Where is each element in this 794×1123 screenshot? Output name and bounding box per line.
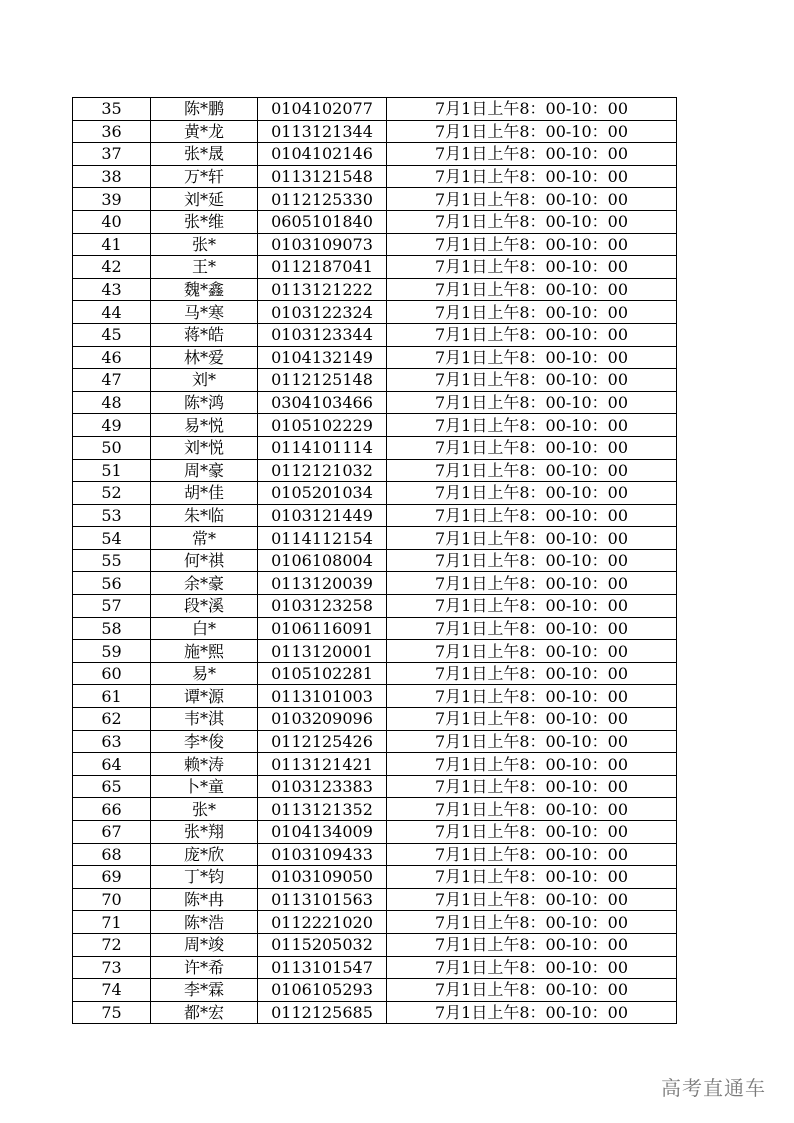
row-number-cell: 72 xyxy=(73,933,151,956)
student-id-cell: 0605101840 xyxy=(258,210,387,233)
student-id-cell: 0105102281 xyxy=(258,662,387,685)
student-id-cell: 0104102146 xyxy=(258,143,387,166)
student-id-cell: 0113121222 xyxy=(258,278,387,301)
student-id-cell: 0103123344 xyxy=(258,323,387,346)
row-number-cell: 69 xyxy=(73,866,151,889)
student-name-cell: 黄*龙 xyxy=(151,120,258,143)
table-row xyxy=(73,256,677,279)
table-row xyxy=(73,323,677,346)
student-name-cell: 蒋*皓 xyxy=(151,323,258,346)
student-name-cell: 赖*涛 xyxy=(151,753,258,776)
table-row xyxy=(73,527,677,550)
student-name-cell: 张* xyxy=(151,233,258,256)
student-name-cell: 李*俊 xyxy=(151,730,258,753)
table-row xyxy=(73,369,677,392)
exam-time-cell: 7月1日上午8：00-10：00 xyxy=(387,391,677,414)
exam-time-cell: 7月1日上午8：00-10：00 xyxy=(387,685,677,708)
student-id-cell: 0112187041 xyxy=(258,256,387,279)
student-id-cell: 0114112154 xyxy=(258,527,387,550)
exam-time-cell: 7月1日上午8：00-10：00 xyxy=(387,595,677,618)
row-number-cell: 43 xyxy=(73,278,151,301)
student-name-cell: 张*维 xyxy=(151,210,258,233)
table-row xyxy=(73,662,677,685)
student-name-cell: 李*霖 xyxy=(151,979,258,1002)
row-number-cell: 55 xyxy=(73,549,151,572)
exam-time-cell: 7月1日上午8：00-10：00 xyxy=(387,866,677,889)
student-name-cell: 庞*欣 xyxy=(151,843,258,866)
table-row xyxy=(73,685,677,708)
row-number-cell: 47 xyxy=(73,369,151,392)
table-row xyxy=(73,165,677,188)
student-id-cell: 0103109050 xyxy=(258,866,387,889)
exam-time-cell: 7月1日上午8：00-10：00 xyxy=(387,753,677,776)
student-id-cell: 0115205032 xyxy=(258,933,387,956)
table-row xyxy=(73,549,677,572)
exam-time-cell: 7月1日上午8：00-10：00 xyxy=(387,482,677,505)
exam-time-cell: 7月1日上午8：00-10：00 xyxy=(387,143,677,166)
student-name-cell: 白* xyxy=(151,617,258,640)
student-id-cell: 0113120001 xyxy=(258,640,387,663)
student-name-cell: 万*轩 xyxy=(151,165,258,188)
student-name-cell: 魏*鑫 xyxy=(151,278,258,301)
row-number-cell: 40 xyxy=(73,210,151,233)
student-name-cell: 张*翔 xyxy=(151,821,258,844)
exam-schedule-body xyxy=(73,98,677,1024)
student-id-cell: 0112125426 xyxy=(258,730,387,753)
student-id-cell: 0105102229 xyxy=(258,414,387,437)
table-row xyxy=(73,798,677,821)
student-id-cell: 0113101563 xyxy=(258,888,387,911)
table-row xyxy=(73,911,677,934)
exam-time-cell: 7月1日上午8：00-10：00 xyxy=(387,956,677,979)
student-name-cell: 胡*佳 xyxy=(151,482,258,505)
table-row xyxy=(73,301,677,324)
row-number-cell: 56 xyxy=(73,572,151,595)
row-number-cell: 39 xyxy=(73,188,151,211)
row-number-cell: 64 xyxy=(73,753,151,776)
student-id-cell: 0113121352 xyxy=(258,798,387,821)
row-number-cell: 41 xyxy=(73,233,151,256)
row-number-cell: 38 xyxy=(73,165,151,188)
table-row xyxy=(73,572,677,595)
row-number-cell: 51 xyxy=(73,459,151,482)
student-name-cell: 陈*浩 xyxy=(151,911,258,934)
watermark-text: 高考直通车 xyxy=(661,1076,766,1100)
student-id-cell: 0112125685 xyxy=(258,1001,387,1024)
table-row xyxy=(73,98,677,121)
table-row xyxy=(73,188,677,211)
student-name-cell: 陈*鹏 xyxy=(151,98,258,121)
student-id-cell: 0103122324 xyxy=(258,301,387,324)
student-name-cell: 卜*童 xyxy=(151,775,258,798)
row-number-cell: 48 xyxy=(73,391,151,414)
table-row xyxy=(73,143,677,166)
student-id-cell: 0112221020 xyxy=(258,911,387,934)
student-name-cell: 张* xyxy=(151,798,258,821)
table-row xyxy=(73,979,677,1002)
student-name-cell: 丁*钧 xyxy=(151,866,258,889)
exam-time-cell: 7月1日上午8：00-10：00 xyxy=(387,527,677,550)
student-name-cell: 易*悦 xyxy=(151,414,258,437)
exam-time-cell: 7月1日上午8：00-10：00 xyxy=(387,188,677,211)
table-row xyxy=(73,1001,677,1024)
exam-time-cell: 7月1日上午8：00-10：00 xyxy=(387,414,677,437)
student-name-cell: 许*希 xyxy=(151,956,258,979)
student-name-cell: 都*宏 xyxy=(151,1001,258,1024)
student-id-cell: 0103209096 xyxy=(258,708,387,731)
exam-time-cell: 7月1日上午8：00-10：00 xyxy=(387,821,677,844)
exam-time-cell: 7月1日上午8：00-10：00 xyxy=(387,323,677,346)
student-name-cell: 陈*冉 xyxy=(151,888,258,911)
exam-time-cell: 7月1日上午8：00-10：00 xyxy=(387,436,677,459)
student-id-cell: 0106108004 xyxy=(258,549,387,572)
row-number-cell: 36 xyxy=(73,120,151,143)
exam-time-cell: 7月1日上午8：00-10：00 xyxy=(387,459,677,482)
table-row xyxy=(73,482,677,505)
exam-time-cell: 7月1日上午8：00-10：00 xyxy=(387,549,677,572)
student-id-cell: 0113101547 xyxy=(258,956,387,979)
student-id-cell: 0103109073 xyxy=(258,233,387,256)
student-id-cell: 0112125148 xyxy=(258,369,387,392)
row-number-cell: 74 xyxy=(73,979,151,1002)
exam-time-cell: 7月1日上午8：00-10：00 xyxy=(387,775,677,798)
table-row xyxy=(73,888,677,911)
student-name-cell: 刘*悦 xyxy=(151,436,258,459)
exam-time-cell: 7月1日上午8：00-10：00 xyxy=(387,933,677,956)
student-id-cell: 0106105293 xyxy=(258,979,387,1002)
exam-time-cell: 7月1日上午8：00-10：00 xyxy=(387,346,677,369)
row-number-cell: 73 xyxy=(73,956,151,979)
student-name-cell: 周*竣 xyxy=(151,933,258,956)
table-row xyxy=(73,956,677,979)
table-row xyxy=(73,210,677,233)
exam-time-cell: 7月1日上午8：00-10：00 xyxy=(387,120,677,143)
student-name-cell: 王* xyxy=(151,256,258,279)
student-id-cell: 0113101003 xyxy=(258,685,387,708)
table-row xyxy=(73,708,677,731)
table-row xyxy=(73,120,677,143)
student-id-cell: 0106116091 xyxy=(258,617,387,640)
row-number-cell: 42 xyxy=(73,256,151,279)
student-name-cell: 余*豪 xyxy=(151,572,258,595)
student-id-cell: 0103123383 xyxy=(258,775,387,798)
student-id-cell: 0103121449 xyxy=(258,504,387,527)
row-number-cell: 53 xyxy=(73,504,151,527)
exam-schedule-table xyxy=(72,97,677,1024)
student-name-cell: 林*爱 xyxy=(151,346,258,369)
student-id-cell: 0103109433 xyxy=(258,843,387,866)
student-name-cell: 韦*淇 xyxy=(151,708,258,731)
exam-time-cell: 7月1日上午8：00-10：00 xyxy=(387,640,677,663)
table-row xyxy=(73,753,677,776)
table-row xyxy=(73,504,677,527)
row-number-cell: 63 xyxy=(73,730,151,753)
row-number-cell: 35 xyxy=(73,98,151,121)
row-number-cell: 70 xyxy=(73,888,151,911)
student-id-cell: 0112121032 xyxy=(258,459,387,482)
student-id-cell: 0113121344 xyxy=(258,120,387,143)
student-name-cell: 易* xyxy=(151,662,258,685)
table-row xyxy=(73,730,677,753)
row-number-cell: 75 xyxy=(73,1001,151,1024)
student-name-cell: 马*寒 xyxy=(151,301,258,324)
exam-time-cell: 7月1日上午8：00-10：00 xyxy=(387,233,677,256)
student-name-cell: 朱*临 xyxy=(151,504,258,527)
exam-time-cell: 7月1日上午8：00-10：00 xyxy=(387,1001,677,1024)
row-number-cell: 46 xyxy=(73,346,151,369)
student-name-cell: 陈*鸿 xyxy=(151,391,258,414)
exam-time-cell: 7月1日上午8：00-10：00 xyxy=(387,662,677,685)
student-id-cell: 0104134009 xyxy=(258,821,387,844)
student-id-cell: 0114101114 xyxy=(258,436,387,459)
student-id-cell: 0113120039 xyxy=(258,572,387,595)
row-number-cell: 61 xyxy=(73,685,151,708)
student-id-cell: 0104132149 xyxy=(258,346,387,369)
student-name-cell: 刘* xyxy=(151,369,258,392)
table-row xyxy=(73,346,677,369)
table-row xyxy=(73,459,677,482)
table-row xyxy=(73,278,677,301)
exam-time-cell: 7月1日上午8：00-10：00 xyxy=(387,617,677,640)
table-row xyxy=(73,414,677,437)
exam-time-cell: 7月1日上午8：00-10：00 xyxy=(387,979,677,1002)
table-row xyxy=(73,821,677,844)
row-number-cell: 59 xyxy=(73,640,151,663)
student-id-cell: 0103123258 xyxy=(258,595,387,618)
exam-time-cell: 7月1日上午8：00-10：00 xyxy=(387,911,677,934)
table-row xyxy=(73,617,677,640)
row-number-cell: 66 xyxy=(73,798,151,821)
student-name-cell: 刘*延 xyxy=(151,188,258,211)
student-id-cell: 0112125330 xyxy=(258,188,387,211)
student-name-cell: 段*溪 xyxy=(151,595,258,618)
student-id-cell: 0105201034 xyxy=(258,482,387,505)
exam-time-cell: 7月1日上午8：00-10：00 xyxy=(387,278,677,301)
row-number-cell: 44 xyxy=(73,301,151,324)
row-number-cell: 58 xyxy=(73,617,151,640)
table-row xyxy=(73,640,677,663)
row-number-cell: 68 xyxy=(73,843,151,866)
exam-time-cell: 7月1日上午8：00-10：00 xyxy=(387,708,677,731)
student-name-cell: 谭*源 xyxy=(151,685,258,708)
table-row xyxy=(73,775,677,798)
exam-time-cell: 7月1日上午8：00-10：00 xyxy=(387,572,677,595)
exam-time-cell: 7月1日上午8：00-10：00 xyxy=(387,98,677,121)
table-row xyxy=(73,436,677,459)
table-row xyxy=(73,843,677,866)
row-number-cell: 71 xyxy=(73,911,151,934)
exam-time-cell: 7月1日上午8：00-10：00 xyxy=(387,210,677,233)
row-number-cell: 50 xyxy=(73,436,151,459)
table-row xyxy=(73,391,677,414)
exam-time-cell: 7月1日上午8：00-10：00 xyxy=(387,730,677,753)
student-id-cell: 0113121421 xyxy=(258,753,387,776)
row-number-cell: 49 xyxy=(73,414,151,437)
student-name-cell: 施*熙 xyxy=(151,640,258,663)
student-name-cell: 张*晟 xyxy=(151,143,258,166)
exam-time-cell: 7月1日上午8：00-10：00 xyxy=(387,369,677,392)
row-number-cell: 65 xyxy=(73,775,151,798)
row-number-cell: 60 xyxy=(73,662,151,685)
exam-time-cell: 7月1日上午8：00-10：00 xyxy=(387,256,677,279)
row-number-cell: 67 xyxy=(73,821,151,844)
row-number-cell: 54 xyxy=(73,527,151,550)
row-number-cell: 62 xyxy=(73,708,151,731)
exam-time-cell: 7月1日上午8：00-10：00 xyxy=(387,301,677,324)
exam-time-cell: 7月1日上午8：00-10：00 xyxy=(387,843,677,866)
row-number-cell: 45 xyxy=(73,323,151,346)
student-id-cell: 0113121548 xyxy=(258,165,387,188)
table-row xyxy=(73,233,677,256)
student-id-cell: 0304103466 xyxy=(258,391,387,414)
row-number-cell: 37 xyxy=(73,143,151,166)
exam-time-cell: 7月1日上午8：00-10：00 xyxy=(387,798,677,821)
row-number-cell: 57 xyxy=(73,595,151,618)
row-number-cell: 52 xyxy=(73,482,151,505)
table-row xyxy=(73,933,677,956)
exam-time-cell: 7月1日上午8：00-10：00 xyxy=(387,504,677,527)
student-id-cell: 0104102077 xyxy=(258,98,387,121)
table-row xyxy=(73,595,677,618)
exam-time-cell: 7月1日上午8：00-10：00 xyxy=(387,888,677,911)
exam-time-cell: 7月1日上午8：00-10：00 xyxy=(387,165,677,188)
student-name-cell: 何*祺 xyxy=(151,549,258,572)
student-name-cell: 周*豪 xyxy=(151,459,258,482)
table-row xyxy=(73,866,677,889)
student-name-cell: 常* xyxy=(151,527,258,550)
